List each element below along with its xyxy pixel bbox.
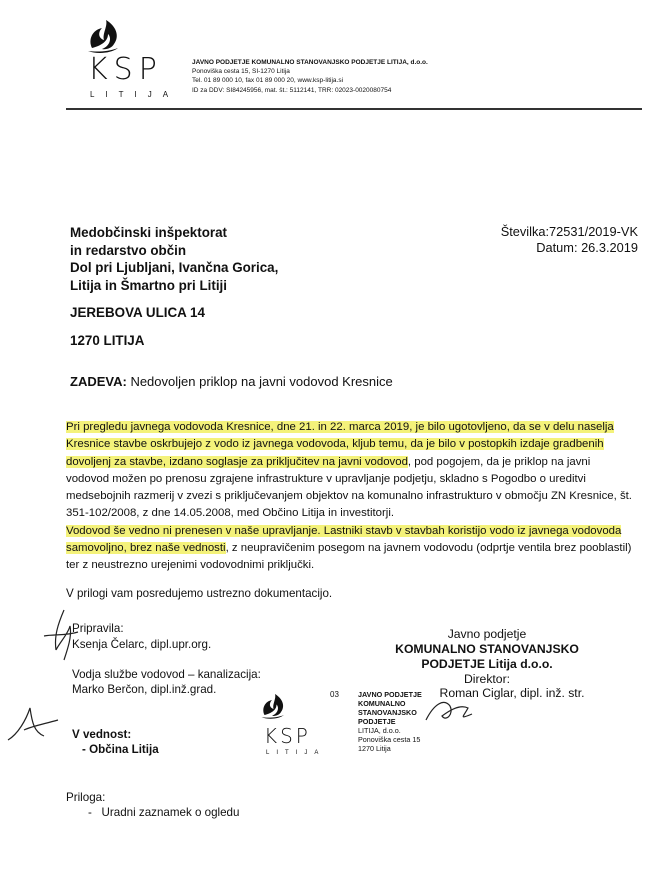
ksp-logo bbox=[78, 18, 180, 99]
attachments-note: V prilogi vam posredujemo ustrezno dokumentacijo. bbox=[66, 587, 333, 600]
head-name: Marko Berčon, dipl.inž.grad. bbox=[72, 683, 217, 696]
reference-date: Datum: 26.3.2019 bbox=[536, 240, 638, 255]
stamp-line: PODJETJE bbox=[358, 717, 396, 726]
stamp-logo bbox=[256, 690, 348, 762]
signature-prepared bbox=[34, 606, 94, 666]
company-ids: ID za DDV: SI84245956, mat. št.: 5112141, TRR: 02023-0020080754 bbox=[192, 86, 392, 94]
stamp-text bbox=[358, 690, 422, 753]
stamp-line: 1270 Litija bbox=[358, 744, 391, 753]
body-highlight-1: Pri pregledu javnega vodovoda Kresnice, dne 21. in 22. marca 2019, je bilo ugotovljeno, da se v delu naselja Kresnice stavbe oskrbujejo z vodo iz javnega vodovoda, kljub temu, da je bilo v postopkih izdaje gradbenih dovoljenj za stavbe, izdano soglasje za priključitev na javni vodovod bbox=[66, 421, 614, 468]
subject-line bbox=[70, 374, 393, 389]
director-name: Roman Ciglar, dipl. inž. str. bbox=[439, 686, 585, 700]
stamp-line: KOMUNALNO bbox=[358, 699, 406, 708]
stamp-line: STANOVANJSKO bbox=[358, 708, 417, 717]
recipient-line: Dol pri Ljubljani, Ivančna Gorica, bbox=[70, 260, 279, 275]
ksp-logo-sub: LITIJA bbox=[90, 90, 180, 99]
stamp-logo-word: KSP bbox=[264, 724, 311, 748]
recipient-line: in redarstvo občin bbox=[70, 242, 187, 258]
header-rule bbox=[66, 108, 642, 110]
company-info bbox=[192, 58, 492, 95]
company-sign-3: PODJETJE Litija d.o.o. bbox=[421, 657, 553, 671]
prepared-name: Ksenja Čelarc, dipl.upr.org. bbox=[72, 638, 212, 651]
stamp-line: LITIJA, d.o.o. bbox=[358, 726, 401, 735]
body-highlight-2: Vodovod še vedno ni prenesen v naše upravljanje. Lastniki stavb v stavbah koristijo vodo iz javnega vodovoda samovoljno, brez naše vednosti bbox=[66, 524, 622, 555]
director-label: Direktor: bbox=[463, 672, 511, 686]
company-sign-2: KOMUNALNO STANOVANJSKO bbox=[395, 642, 579, 656]
enclosures-item-text: Uradni zaznamek o ogledu bbox=[101, 806, 240, 819]
reference-block bbox=[501, 224, 638, 256]
signature-director bbox=[420, 690, 480, 730]
ksp-flame-icon bbox=[86, 18, 126, 54]
company-address: Ponoviška cesta 15, SI-1270 Litija bbox=[192, 68, 290, 76]
company-sign-1: Javno podjetje bbox=[447, 627, 527, 641]
company-name: JAVNO PODJETJE KOMUNALNO STANOVANJSKO PODJETJE LITIJA, d.o.o. bbox=[192, 59, 428, 66]
ksp-logo-word: KSP bbox=[88, 52, 163, 87]
stamp-flame-icon bbox=[260, 692, 290, 720]
recipient-city: 1270 LITIJA bbox=[70, 333, 145, 348]
recipient-line: Medobčinski inšpektorat bbox=[70, 225, 227, 240]
reference-number: Številka:72531/2019-VK bbox=[500, 224, 638, 239]
company-phone: Tel. 01 89 000 10, fax 01 89 000 20, www.ksp-litija.si bbox=[192, 77, 344, 85]
recipient-line: Litija in Šmartno pri Litiji bbox=[70, 277, 227, 293]
recipient-block bbox=[70, 224, 278, 294]
stamp-line: Ponoviška cesta 15 bbox=[358, 735, 421, 744]
subject-text: Nedovoljen priklop na javni vodovod Kresnice bbox=[130, 374, 393, 389]
cc-item-text: Občina Litija bbox=[89, 743, 159, 756]
recipient-street: JEREBOVA ULICA 14 bbox=[70, 305, 205, 320]
body-text-2: , z neupravičenim posegom na javnem vodovodu (odprtje ventila brez pooblastil) ter z neustrezno urejenimi vodovodnimi priključki. bbox=[66, 542, 632, 572]
signature-head bbox=[4, 700, 64, 750]
enclosures-label: Priloga: bbox=[66, 791, 106, 804]
enclosures-item: - Uradni zaznamek o ogledu bbox=[88, 806, 240, 819]
body-text-1: , pod pogojem, da je priklop na javni vodovod možen po prenosu zgrajene infrastrukture v upravljanje podjetju, skladno s Pogodbo o ureditvi medsebojnih razmerij v zvezi s priključevanjem objektov na komunalno infrastrukturo v območju ZN Kresnice, št. 351-102/2008, z dne 14.05.2008, med Občino Litija in investitorji. bbox=[66, 455, 632, 520]
stamp-number: 03 bbox=[330, 690, 339, 699]
prepared-label: Pripravila: bbox=[72, 622, 124, 635]
letter-body bbox=[66, 419, 634, 575]
head-label: Vodja službe vodovod – kanalizacija: bbox=[72, 668, 261, 681]
cc-label: V vednost: bbox=[72, 728, 132, 741]
subject-label: ZADEVA: bbox=[70, 374, 127, 389]
cc-item: - Občina Litija bbox=[82, 743, 159, 756]
stamp-line: JAVNO PODJETJE bbox=[358, 690, 422, 699]
stamp-logo-sub: LITIJA bbox=[266, 750, 326, 756]
